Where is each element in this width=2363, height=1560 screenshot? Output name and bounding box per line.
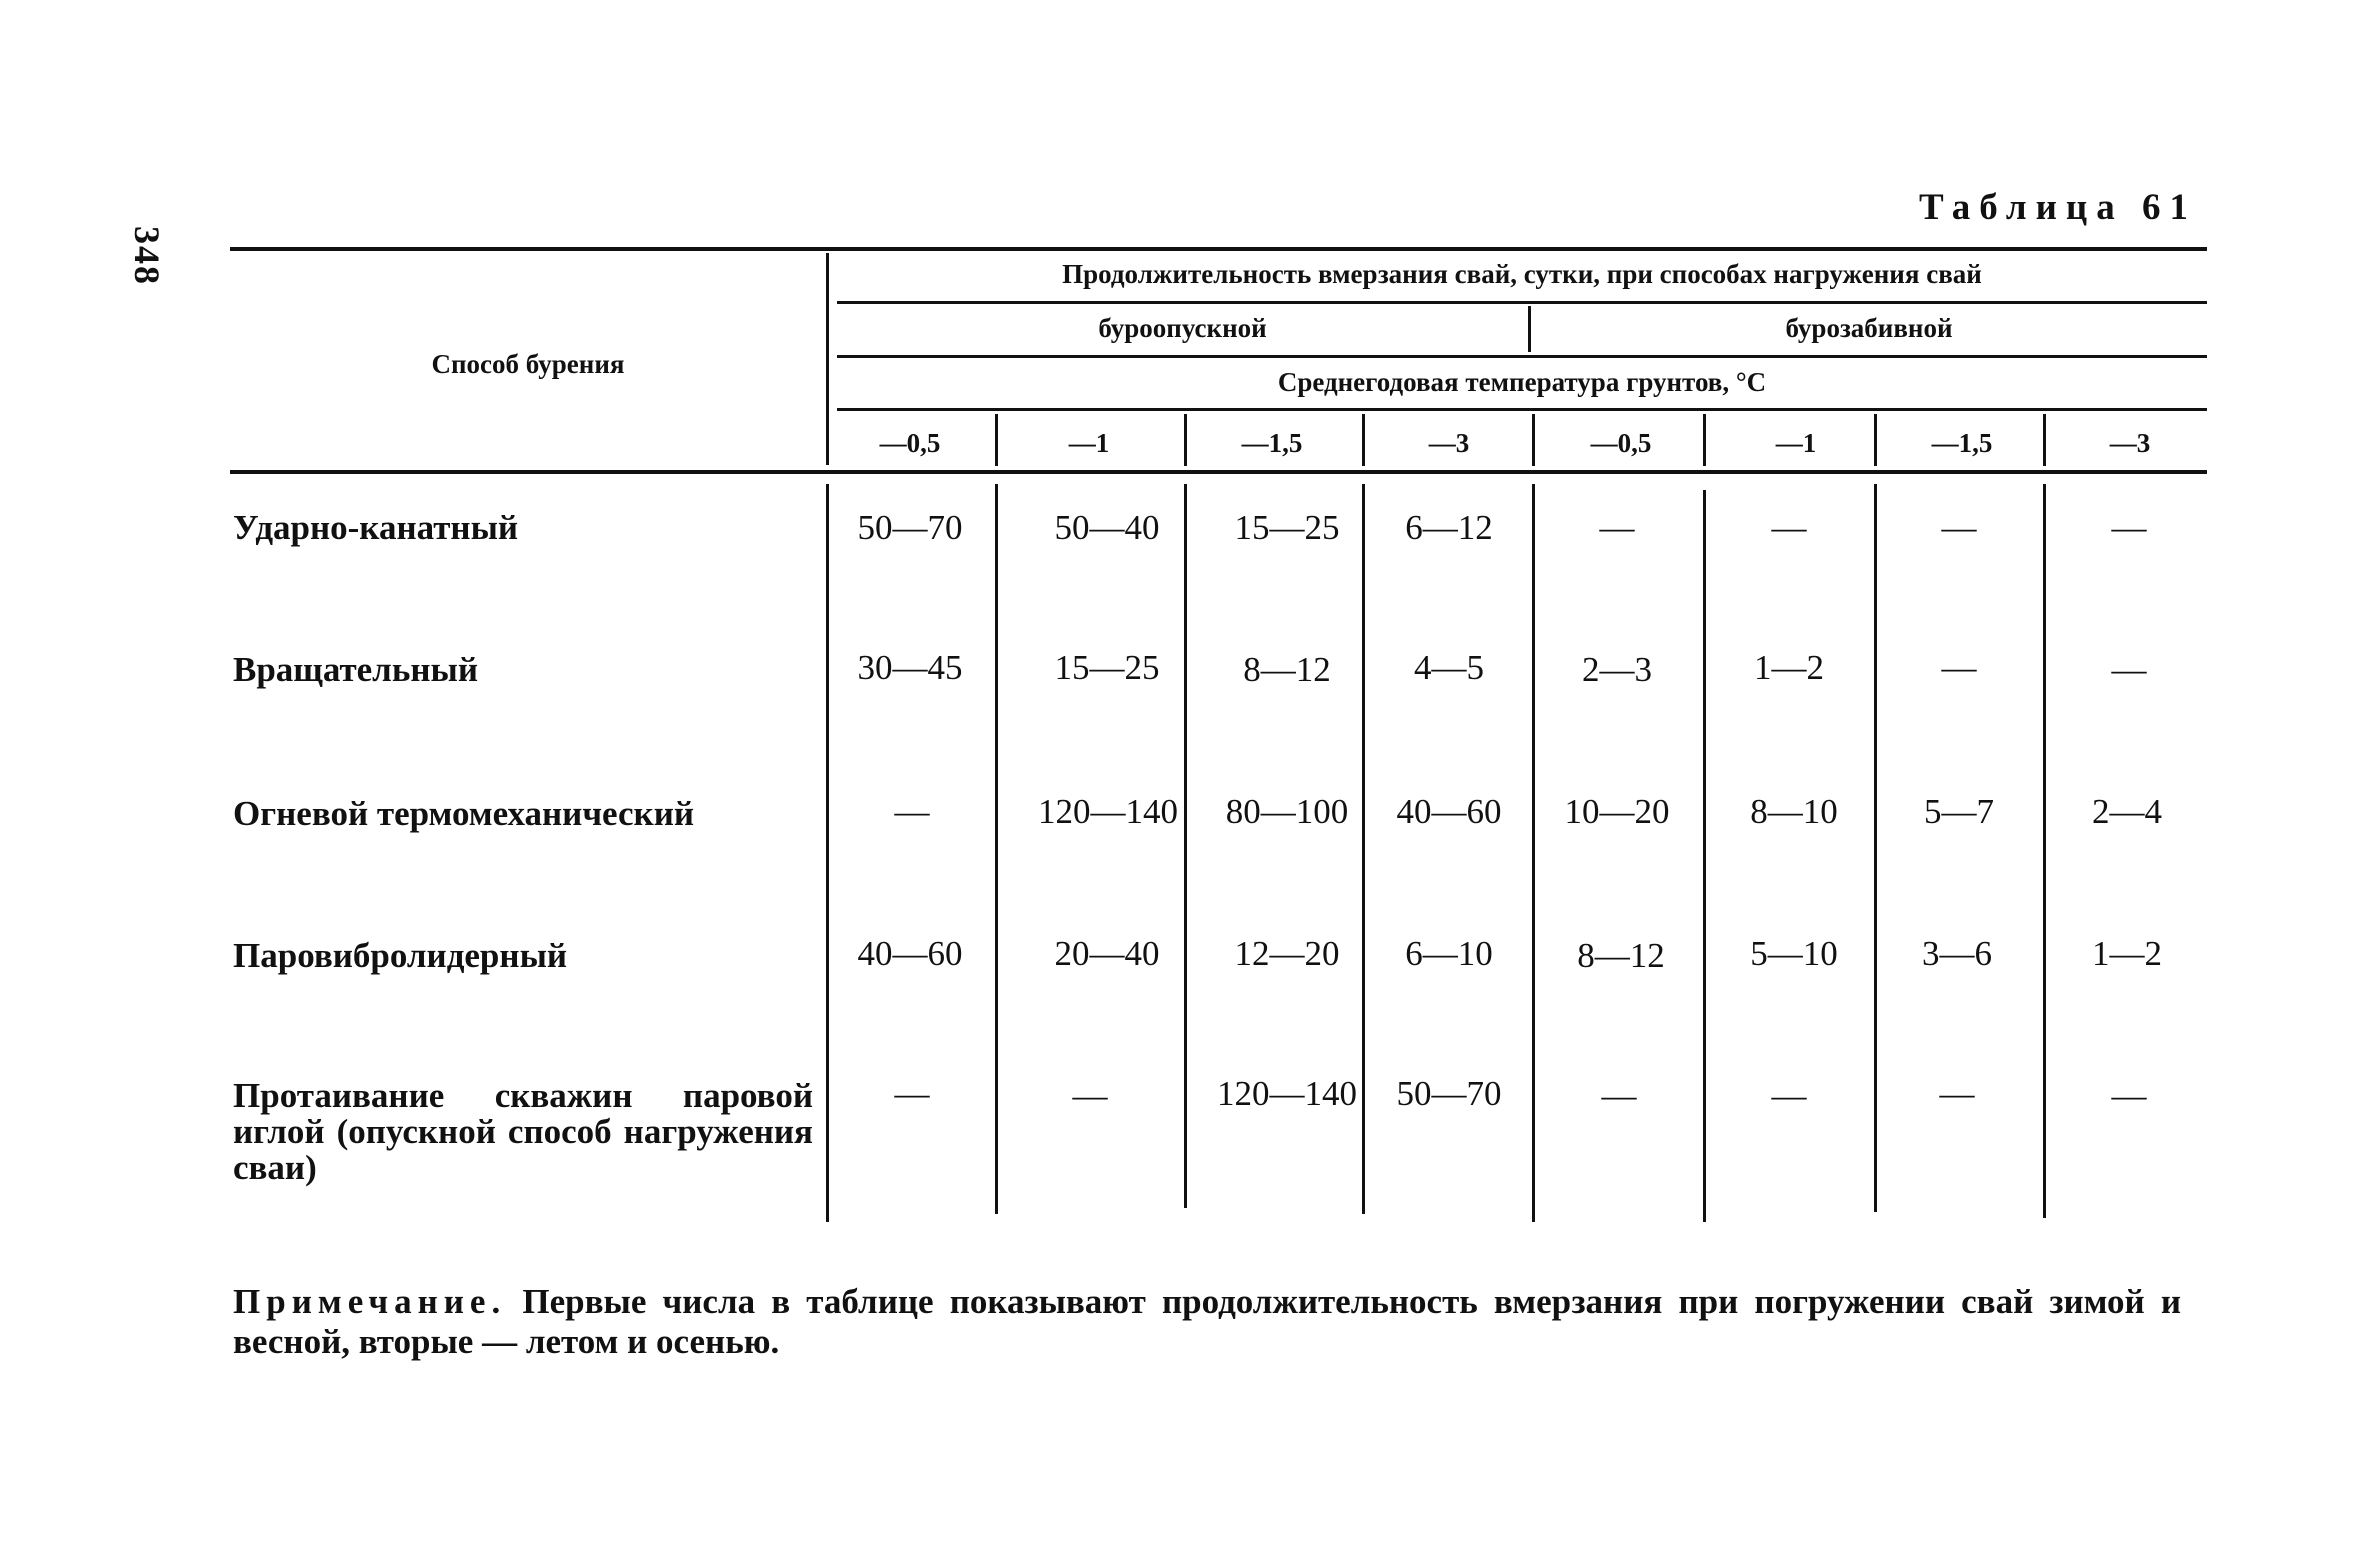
table-cell: 40—60: [857, 934, 963, 973]
table-cell: 3—6: [1922, 934, 1992, 973]
table-cell: 5—7: [1924, 792, 1994, 831]
temp-column-header: —0,5: [1590, 428, 1652, 458]
duration-rule: [837, 301, 2207, 304]
note-prefix: Примечание.: [233, 1282, 507, 1321]
duration-header: Продолжительность вмерзания свай, сутки, при способах нагружения свай: [1062, 259, 1982, 289]
table-cell: 30—45: [857, 648, 963, 687]
temp-divider: [995, 414, 998, 466]
note-text: Первые числа в таблице показывают продолжительность вмерзания при погружении свай зимой и весной, вторые — летом и осенью.: [233, 1282, 2181, 1361]
table-cell: 8—10: [1750, 792, 1838, 831]
table-cell: —: [1601, 1076, 1637, 1115]
table-cell: 80—100: [1225, 792, 1349, 831]
table-cell: —: [1771, 1076, 1807, 1115]
body-divider: [1874, 484, 1877, 1212]
table-cell: 8—12: [1243, 650, 1331, 689]
body-divider: [2043, 484, 2046, 1218]
temp-divider: [1184, 414, 1187, 466]
table-cell: 120—140: [1217, 1074, 1357, 1113]
group-header-2: бурозабивной: [1785, 313, 1953, 343]
temp-column-header: —3: [2109, 428, 2151, 458]
temp-divider: [1362, 414, 1365, 466]
temp-divider: [1874, 414, 1877, 466]
row-label: Ударно-канатный: [233, 508, 519, 547]
temp-column-header: —1: [1068, 428, 1110, 458]
table-cell: 40—60: [1396, 792, 1502, 831]
table-cell: 10—20: [1564, 792, 1670, 831]
table-cell: —: [1072, 1076, 1108, 1115]
body-divider: [995, 484, 998, 1214]
body-divider: [1703, 490, 1706, 1222]
row-label: Вращательный: [233, 650, 478, 689]
table-cell: —: [1941, 648, 1977, 687]
table-cell: 20—40: [1054, 934, 1160, 973]
header-divider: [826, 253, 829, 465]
temp-column-header: —0,5: [879, 428, 941, 458]
table-cell: 15—25: [1234, 508, 1340, 547]
temp-column-header: —3: [1428, 428, 1470, 458]
table-cell: —: [894, 792, 930, 831]
table-cell: 50—40: [1054, 508, 1160, 547]
table-note: [233, 1282, 2181, 1362]
table-top-rule: [230, 247, 2207, 251]
row-label: Огневой термомеханический: [233, 794, 695, 833]
table-cell: —: [1941, 508, 1977, 547]
table-cell: —: [2111, 650, 2147, 689]
table-cell: 120—140: [1038, 792, 1178, 831]
table-cell: 4—5: [1414, 648, 1484, 687]
table-cell: —: [2111, 1076, 2147, 1115]
temperature-header: Среднегодовая температура грунтов, °С: [1277, 367, 1767, 397]
temp-divider: [2043, 414, 2046, 466]
table-cell: —: [1939, 1074, 1975, 1113]
table-cell: —: [1599, 508, 1635, 547]
table-cell: 8—12: [1577, 936, 1665, 975]
table-cell: 2—4: [2092, 792, 2162, 831]
temp-column-header: —1,5: [1931, 428, 1993, 458]
table-cell: 6—10: [1405, 934, 1493, 973]
table-cell: 5—10: [1750, 934, 1838, 973]
temp-divider: [1532, 414, 1535, 466]
table-cell: 1—2: [2092, 934, 2162, 973]
temp-column-header: —1: [1775, 428, 1817, 458]
table-cell: 1—2: [1754, 648, 1824, 687]
body-divider: [1184, 484, 1187, 1208]
table-cell: 12—20: [1234, 934, 1340, 973]
group-rule: [837, 355, 2207, 358]
method-header: Способ бурения: [431, 349, 625, 379]
table-cell: 15—25: [1054, 648, 1160, 687]
table-cell: 50—70: [857, 508, 963, 547]
temperature-rule: [837, 408, 2207, 411]
table-cell: —: [1771, 508, 1807, 547]
table-cell: 6—12: [1405, 508, 1493, 547]
table-cell: 50—70: [1396, 1074, 1502, 1113]
page-number: 348: [127, 226, 167, 286]
body-divider: [1532, 484, 1535, 1222]
temp-column-header: —1,5: [1241, 428, 1303, 458]
table-caption: Таблица 61: [1919, 187, 2197, 228]
table-cell: —: [894, 1074, 930, 1113]
row-label: Паровибролидерный: [233, 936, 568, 975]
table-cell: —: [2111, 508, 2147, 547]
body-divider: [1362, 484, 1365, 1214]
temp-divider: [1703, 414, 1706, 466]
body-divider: [826, 484, 829, 1222]
row-label: Протаивание скважин паровой иглой (опускной способ нагружения сваи): [233, 1076, 813, 1187]
header-bottom-rule: [230, 470, 2207, 474]
table-cell: 2—3: [1582, 650, 1652, 689]
group-header-1: буроопускной: [1098, 313, 1267, 343]
